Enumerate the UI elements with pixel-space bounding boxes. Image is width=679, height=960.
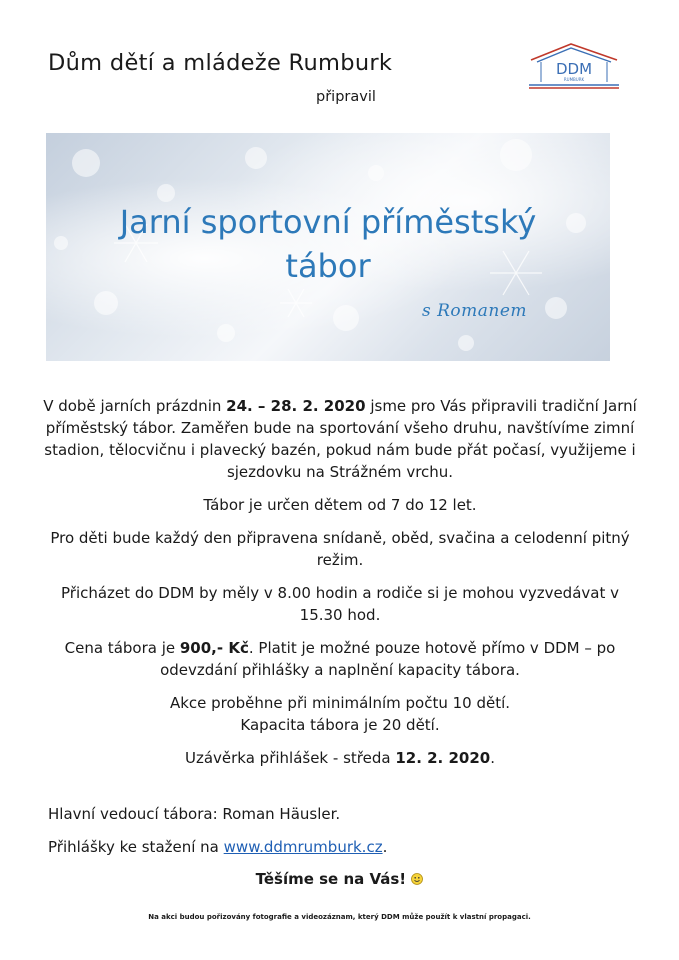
prepared-by-label: připravil: [316, 89, 376, 105]
schedule-paragraph: Přicházet do DDM by měly v 8.00 hodin a rodiče si je mohou vyzvedávat v 15.30 hod.: [61, 584, 619, 624]
capacity-paragraph: Akce proběhne při minimálním počtu 10 dětí. Kapacita tábora je 20 dětí.: [169, 694, 511, 734]
contact-block: [48, 803, 387, 869]
leader-line: Hlavní vedoucí tábora: Roman Häusler.: [48, 805, 341, 823]
deadline-paragraph: Uzávěrka přihlášek - středa 12. 2. 2020.: [184, 749, 496, 767]
banner-title-line2: tábor: [285, 247, 371, 285]
closing-line: Těšíme se na Vás!: [0, 870, 679, 888]
website-link[interactable]: www.ddmrumburk.cz: [223, 838, 383, 856]
logo-subtext: RUMBURK: [563, 77, 585, 82]
deadline-date: 12. 2. 2020: [395, 749, 491, 767]
intro-paragraph: V době jarních prázdnin 24. – 28. 2. 2020 jsme pro Vás připravili tradiční Jarní příměstský tábor. Zaměřen bude na sportování všeho druhu, navštívíme zimní stadion, tělocvičnu i plavecký bazén, pokud nám bude přát počasí, využijeme i sjezdovku na Strážném vrchu.: [43, 397, 637, 481]
banner-title-line1: Jarní sportovní příměstský: [119, 203, 537, 241]
age-paragraph: Tábor je určen dětem od 7 do 12 let.: [203, 496, 477, 514]
price-paragraph: Cena tábora je 900,- Kč. Platit je možné pouze hotově přímo v DDM – po odevzdání přihlášky a naplnění kapacity tábora.: [64, 639, 616, 679]
download-line: Přihlášky ke stažení na www.ddmrumburk.cz.: [48, 838, 388, 856]
ddm-logo: [527, 40, 623, 92]
description-block: [40, 395, 640, 780]
page-title: Dům dětí a mládeže Rumburk: [48, 50, 393, 76]
banner-title: [46, 200, 610, 288]
camp-dates: 24. – 28. 2. 2020: [226, 397, 366, 415]
banner-image: [46, 133, 610, 361]
logo-text: DDM: [555, 60, 593, 78]
price: 900,- Kč: [179, 639, 249, 657]
meals-paragraph: Pro děti bude každý den připravena snídaně, oběd, svačina a celodenní pitný režim.: [50, 529, 630, 569]
smiley-icon: [411, 873, 423, 885]
footnote: Na akci budou pořizovány fotografie a videozáznam, který DDM může použít k vlastní propagaci.: [148, 913, 531, 921]
banner-subtitle: s Romanem: [422, 301, 528, 321]
